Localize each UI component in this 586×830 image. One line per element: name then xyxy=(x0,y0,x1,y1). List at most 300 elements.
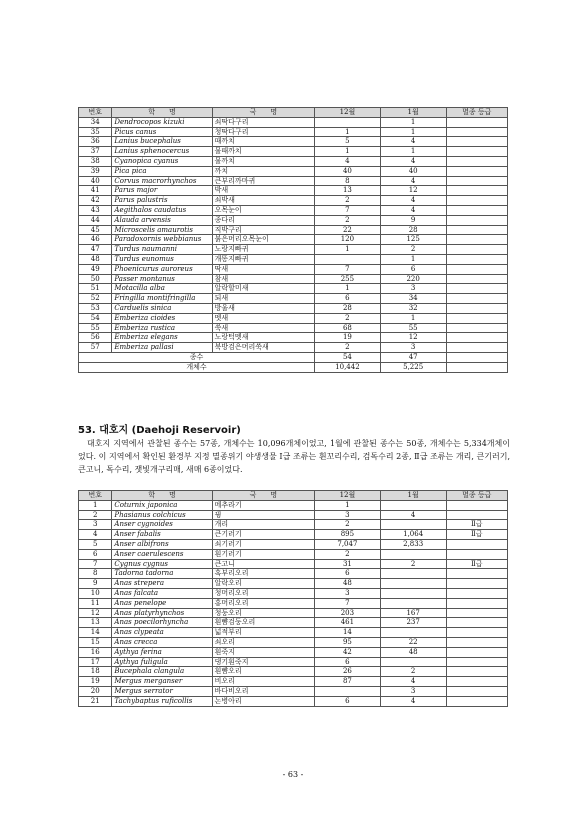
cell-january xyxy=(380,657,446,667)
cell-scientific-name: Emberiza rustica xyxy=(112,323,212,333)
cell-january: 12 xyxy=(380,186,446,196)
cell-scientific-name: Picus canus xyxy=(112,127,212,137)
cell-korean-name: 방울새 xyxy=(212,303,314,313)
cell-january xyxy=(380,520,446,530)
cell-grade xyxy=(446,686,507,696)
cell-number: 5 xyxy=(79,539,112,549)
page-number: - 63 - xyxy=(282,770,304,779)
cell-number: 49 xyxy=(79,264,112,274)
cell-number: 8 xyxy=(79,569,112,579)
cell-scientific-name: Phoenicurus auroreus xyxy=(112,264,212,274)
cell-korean-name: 흰뺨오리 xyxy=(212,667,314,677)
cell-scientific-name: Tachybaptus ruficollis xyxy=(112,696,212,706)
cell-number: 19 xyxy=(79,677,112,687)
cell-january xyxy=(380,628,446,638)
cell-korean-name: 홍머리오리 xyxy=(212,598,314,608)
cell-scientific-name: Anas platyrhynchos xyxy=(112,608,212,618)
cell-january: 125 xyxy=(380,235,446,245)
cell-grade xyxy=(446,205,507,215)
cell-grade xyxy=(446,628,507,638)
cell-january: 1 xyxy=(380,147,446,157)
cell-scientific-name: Microscelis amaurotis xyxy=(112,225,212,235)
cell-scientific-name: Emberiza elegans xyxy=(112,333,212,343)
cell-december: 7 xyxy=(315,205,381,215)
cell-january xyxy=(380,598,446,608)
cell-korean-name: 청머리오리 xyxy=(212,588,314,598)
col-header-january: 1월 xyxy=(380,491,446,501)
cell-december: 461 xyxy=(315,618,381,628)
cell-korean-name: 쇠박새 xyxy=(212,196,314,206)
col-header-december: 12월 xyxy=(315,108,381,118)
cell-january: 6 xyxy=(380,264,446,274)
table-row xyxy=(79,657,508,667)
cell-number: 51 xyxy=(79,284,112,294)
cell-december xyxy=(315,686,381,696)
cell-january: 237 xyxy=(380,618,446,628)
cell-korean-name: 때까치 xyxy=(212,137,314,147)
cell-january: 4 xyxy=(380,510,446,520)
cell-number: 35 xyxy=(79,127,112,137)
cell-grade xyxy=(446,608,507,618)
individual-count-label: 개체수 xyxy=(79,362,315,372)
cell-korean-name: 바다비오리 xyxy=(212,686,314,696)
species-count-jan: 47 xyxy=(380,352,446,362)
cell-grade xyxy=(446,539,507,549)
cell-january xyxy=(380,500,446,510)
cell-korean-name: 흰기러기 xyxy=(212,549,314,559)
cell-scientific-name: Alauda arvensis xyxy=(112,215,212,225)
cell-december: 120 xyxy=(315,235,381,245)
cell-scientific-name: Pica pica xyxy=(112,166,212,176)
cell-korean-name: 쑥새 xyxy=(212,323,314,333)
cell-december: 7 xyxy=(315,264,381,274)
cell-january: 1 xyxy=(380,117,446,127)
cell-grade xyxy=(446,254,507,264)
cell-korean-name: 종다리 xyxy=(212,215,314,225)
cell-scientific-name: Anser cygnoides xyxy=(112,520,212,530)
cell-grade xyxy=(446,569,507,579)
cell-january: 55 xyxy=(380,323,446,333)
cell-korean-name: 쇠딱다구리 xyxy=(212,117,314,127)
cell-number: 16 xyxy=(79,647,112,657)
col-header-endangered-grade: 멸종 등급 xyxy=(446,108,507,118)
cell-grade: Ⅱ급 xyxy=(446,520,507,530)
cell-scientific-name: Anas strepera xyxy=(112,579,212,589)
cell-korean-name: 흰뺨검둥오리 xyxy=(212,618,314,628)
table-row xyxy=(79,333,508,343)
cell-number: 21 xyxy=(79,696,112,706)
cell-korean-name: 알락오리 xyxy=(212,579,314,589)
cell-grade xyxy=(446,618,507,628)
cell-grade xyxy=(446,264,507,274)
cell-number: 11 xyxy=(79,598,112,608)
col-header-december: 12월 xyxy=(315,491,381,501)
cell-december: 2 xyxy=(315,520,381,530)
cell-december: 2 xyxy=(315,196,381,206)
table-row xyxy=(79,176,508,186)
table-row xyxy=(79,598,508,608)
cell-january: 4 xyxy=(380,176,446,186)
species-table-daehoji xyxy=(78,490,508,707)
table-row xyxy=(79,127,508,137)
cell-december: 19 xyxy=(315,333,381,343)
cell-grade xyxy=(446,245,507,255)
cell-korean-name: 메추라기 xyxy=(212,500,314,510)
cell-december: 203 xyxy=(315,608,381,618)
cell-december: 1 xyxy=(315,127,381,137)
table-row xyxy=(79,618,508,628)
cell-grade xyxy=(446,235,507,245)
cell-korean-name: 붉은머리오목눈이 xyxy=(212,235,314,245)
cell-number: 2 xyxy=(79,510,112,520)
cell-january xyxy=(380,549,446,559)
cell-grade xyxy=(446,637,507,647)
cell-december: 6 xyxy=(315,657,381,667)
table-row xyxy=(79,205,508,215)
cell-scientific-name: Anas crecca xyxy=(112,637,212,647)
cell-grade xyxy=(446,166,507,176)
cell-number: 54 xyxy=(79,313,112,323)
cell-number: 43 xyxy=(79,205,112,215)
cell-scientific-name: Parus palustris xyxy=(112,196,212,206)
cell-december: 31 xyxy=(315,559,381,569)
table-row xyxy=(79,235,508,245)
cell-grade xyxy=(446,196,507,206)
cell-scientific-name: Anas falcata xyxy=(112,588,212,598)
cell-january: 22 xyxy=(380,637,446,647)
cell-number: 3 xyxy=(79,520,112,530)
cell-korean-name: 물때까치 xyxy=(212,147,314,157)
table-row xyxy=(79,667,508,677)
table-header-row xyxy=(79,491,508,501)
cell-december: 40 xyxy=(315,166,381,176)
col-header-number: 번호 xyxy=(79,491,112,501)
cell-january: 12 xyxy=(380,333,446,343)
cell-korean-name: 개리 xyxy=(212,520,314,530)
table-row xyxy=(79,264,508,274)
cell-korean-name: 물까치 xyxy=(212,156,314,166)
cell-korean-name: 알락할미새 xyxy=(212,284,314,294)
cell-scientific-name: Anas penelope xyxy=(112,598,212,608)
cell-korean-name: 넓적부리 xyxy=(212,628,314,638)
cell-grade xyxy=(446,225,507,235)
cell-korean-name: 흰죽지 xyxy=(212,647,314,657)
cell-grade xyxy=(446,294,507,304)
cell-grade xyxy=(446,313,507,323)
cell-korean-name: 노랑지빠귀 xyxy=(212,245,314,255)
cell-january: 4 xyxy=(380,205,446,215)
cell-number: 4 xyxy=(79,530,112,540)
cell-number: 15 xyxy=(79,637,112,647)
cell-grade xyxy=(446,579,507,589)
cell-january: 2 xyxy=(380,667,446,677)
cell-december: 2 xyxy=(315,313,381,323)
table-row xyxy=(79,559,508,569)
cell-december: 895 xyxy=(315,530,381,540)
cell-december: 26 xyxy=(315,667,381,677)
cell-scientific-name: Motacilla alba xyxy=(112,284,212,294)
cell-number: 36 xyxy=(79,137,112,147)
cell-grade xyxy=(446,274,507,284)
cell-scientific-name: Parus major xyxy=(112,186,212,196)
cell-december: 2 xyxy=(315,215,381,225)
species-count-dec: 54 xyxy=(315,352,381,362)
cell-number: 7 xyxy=(79,559,112,569)
table-row xyxy=(79,588,508,598)
cell-january: 4 xyxy=(380,696,446,706)
cell-korean-name: 박새 xyxy=(212,186,314,196)
cell-scientific-name: Turdus eunomus xyxy=(112,254,212,264)
cell-january: 1 xyxy=(380,254,446,264)
cell-december: 95 xyxy=(315,637,381,647)
cell-december: 1 xyxy=(315,147,381,157)
cell-korean-name: 청둥오리 xyxy=(212,608,314,618)
cell-december: 1 xyxy=(315,284,381,294)
cell-korean-name: 쇠기러기 xyxy=(212,539,314,549)
cell-december: 2 xyxy=(315,343,381,353)
table-row xyxy=(79,245,508,255)
individual-count-jan: 5,225 xyxy=(380,362,446,372)
cell-december: 48 xyxy=(315,579,381,589)
cell-grade xyxy=(446,215,507,225)
cell-scientific-name: Passer montanus xyxy=(112,274,212,284)
cell-january: 2 xyxy=(380,245,446,255)
cell-scientific-name: Emberiza cioides xyxy=(112,313,212,323)
cell-december: 3 xyxy=(315,588,381,598)
cell-number: 45 xyxy=(79,225,112,235)
cell-december: 87 xyxy=(315,677,381,687)
cell-scientific-name: Emberiza pallasi xyxy=(112,343,212,353)
cell-january: 28 xyxy=(380,225,446,235)
table-row xyxy=(79,166,508,176)
cell-scientific-name: Mergus serrator xyxy=(112,686,212,696)
cell-grade xyxy=(446,657,507,667)
col-header-korean-name: 국 명 xyxy=(212,108,314,118)
cell-grade xyxy=(446,549,507,559)
col-header-scientific-name: 학 명 xyxy=(112,108,212,118)
cell-number: 1 xyxy=(79,500,112,510)
cell-december: 6 xyxy=(315,294,381,304)
cell-grade xyxy=(446,156,507,166)
cell-korean-name: 참새 xyxy=(212,274,314,284)
cell-scientific-name: Phasianus colchicus xyxy=(112,510,212,520)
cell-scientific-name: Anas poecilorhyncha xyxy=(112,618,212,628)
cell-january: 34 xyxy=(380,294,446,304)
table-row xyxy=(79,608,508,618)
cell-korean-name: 큰기러기 xyxy=(212,530,314,540)
cell-korean-name: 댕기흰죽지 xyxy=(212,657,314,667)
cell-scientific-name: Paradoxornis webbianus xyxy=(112,235,212,245)
cell-december: 6 xyxy=(315,569,381,579)
cell-december: 7,047 xyxy=(315,539,381,549)
cell-scientific-name: Aythya fuligula xyxy=(112,657,212,667)
cell-january: 3 xyxy=(380,686,446,696)
cell-grade xyxy=(446,667,507,677)
table-row xyxy=(79,569,508,579)
cell-number: 6 xyxy=(79,549,112,559)
cell-number: 10 xyxy=(79,588,112,598)
cell-number: 9 xyxy=(79,579,112,589)
cell-december: 5 xyxy=(315,137,381,147)
table-row xyxy=(79,156,508,166)
table-row xyxy=(79,549,508,559)
cell-grade xyxy=(446,323,507,333)
cell-korean-name: 큰부리까마귀 xyxy=(212,176,314,186)
cell-number: 39 xyxy=(79,166,112,176)
cell-grade xyxy=(446,696,507,706)
cell-january: 2 xyxy=(380,559,446,569)
table-row xyxy=(79,274,508,284)
cell-grade xyxy=(446,284,507,294)
cell-scientific-name: Bucephala clangula xyxy=(112,667,212,677)
cell-korean-name: 까치 xyxy=(212,166,314,176)
cell-korean-name: 멧새 xyxy=(212,313,314,323)
cell-number: 47 xyxy=(79,245,112,255)
table-row xyxy=(79,323,508,333)
cell-korean-name: 쇠오리 xyxy=(212,637,314,647)
cell-korean-name: 비오리 xyxy=(212,677,314,687)
cell-korean-name: 혹부리오리 xyxy=(212,569,314,579)
cell-number: 50 xyxy=(79,274,112,284)
cell-number: 12 xyxy=(79,608,112,618)
cell-number: 14 xyxy=(79,628,112,638)
cell-grade xyxy=(446,186,507,196)
cell-number: 34 xyxy=(79,117,112,127)
table-header-row xyxy=(79,108,508,118)
cell-grade xyxy=(446,333,507,343)
cell-grade xyxy=(446,117,507,127)
cell-january: 2,833 xyxy=(380,539,446,549)
cell-korean-name: 오목눈이 xyxy=(212,205,314,215)
cell-number: 44 xyxy=(79,215,112,225)
cell-grade: Ⅱ급 xyxy=(446,530,507,540)
cell-january: 3 xyxy=(380,284,446,294)
cell-december: 1 xyxy=(315,245,381,255)
cell-korean-name: 큰고니 xyxy=(212,559,314,569)
table-row xyxy=(79,500,508,510)
table-row xyxy=(79,520,508,530)
col-header-january: 1월 xyxy=(380,108,446,118)
cell-december: 28 xyxy=(315,303,381,313)
cell-december: 68 xyxy=(315,323,381,333)
cell-january: 32 xyxy=(380,303,446,313)
cell-december: 255 xyxy=(315,274,381,284)
cell-number: 57 xyxy=(79,343,112,353)
cell-korean-name: 되새 xyxy=(212,294,314,304)
cell-number: 38 xyxy=(79,156,112,166)
cell-grade: Ⅱ급 xyxy=(446,559,507,569)
cell-scientific-name: Cyanopica cyanus xyxy=(112,156,212,166)
table-row xyxy=(79,628,508,638)
cell-grade xyxy=(446,647,507,657)
cell-number: 40 xyxy=(79,176,112,186)
cell-january xyxy=(380,569,446,579)
cell-korean-name: 청딱다구리 xyxy=(212,127,314,137)
cell-number: 48 xyxy=(79,254,112,264)
cell-december: 22 xyxy=(315,225,381,235)
cell-december: 42 xyxy=(315,647,381,657)
cell-december: 13 xyxy=(315,186,381,196)
cell-january: 167 xyxy=(380,608,446,618)
cell-january: 1 xyxy=(380,127,446,137)
cell-january xyxy=(380,579,446,589)
cell-number: 13 xyxy=(79,618,112,628)
cell-scientific-name: Anser fabalis xyxy=(112,530,212,540)
cell-number: 20 xyxy=(79,686,112,696)
cell-scientific-name: Dendrocopos kizuki xyxy=(112,117,212,127)
species-table-continued xyxy=(78,107,508,373)
cell-number: 37 xyxy=(79,147,112,157)
col-header-endangered-grade: 멸종 등급 xyxy=(446,491,507,501)
cell-scientific-name: Mergus merganser xyxy=(112,677,212,687)
cell-grade xyxy=(446,343,507,353)
cell-december: 1 xyxy=(315,500,381,510)
cell-grade xyxy=(446,500,507,510)
cell-scientific-name: Turdus naumanni xyxy=(112,245,212,255)
cell-number: 42 xyxy=(79,196,112,206)
table-row xyxy=(79,117,508,127)
table-row xyxy=(79,677,508,687)
cell-scientific-name: Anser albifrons xyxy=(112,539,212,549)
cell-korean-name: 노랑턱멧새 xyxy=(212,333,314,343)
cell-grade xyxy=(446,598,507,608)
cell-january: 4 xyxy=(380,137,446,147)
col-header-number: 번호 xyxy=(79,108,112,118)
cell-january: 40 xyxy=(380,166,446,176)
cell-grade xyxy=(446,677,507,687)
individual-count-dec: 10,442 xyxy=(315,362,381,372)
cell-grade xyxy=(446,137,507,147)
cell-number: 46 xyxy=(79,235,112,245)
cell-january: 220 xyxy=(380,274,446,284)
cell-grade xyxy=(446,510,507,520)
cell-grade xyxy=(446,303,507,313)
cell-january: 4 xyxy=(380,196,446,206)
table-row xyxy=(79,254,508,264)
cell-number: 18 xyxy=(79,667,112,677)
cell-scientific-name: Lanius bucephalus xyxy=(112,137,212,147)
table-row xyxy=(79,343,508,353)
cell-december: 6 xyxy=(315,696,381,706)
cell-december xyxy=(315,254,381,264)
table-row xyxy=(79,137,508,147)
cell-scientific-name: Corvus macrorhynchos xyxy=(112,176,212,186)
cell-december: 3 xyxy=(315,510,381,520)
cell-december: 8 xyxy=(315,176,381,186)
cell-december: 2 xyxy=(315,549,381,559)
cell-december: 4 xyxy=(315,156,381,166)
cell-scientific-name: Cygnus cygnus xyxy=(112,559,212,569)
cell-grade xyxy=(446,147,507,157)
cell-korean-name: 딱새 xyxy=(212,264,314,274)
cell-scientific-name: Aegithalos caudatus xyxy=(112,205,212,215)
section-title: 53. 대호지 (Daehoji Reservoir) xyxy=(78,425,241,436)
cell-december: 14 xyxy=(315,628,381,638)
table-row xyxy=(79,225,508,235)
cell-scientific-name: Tadorna tadorna xyxy=(112,569,212,579)
cell-number: 56 xyxy=(79,333,112,343)
cell-january: 1,064 xyxy=(380,530,446,540)
cell-january xyxy=(380,588,446,598)
table-row xyxy=(79,284,508,294)
cell-january: 1 xyxy=(380,313,446,323)
cell-korean-name: 직박구리 xyxy=(212,225,314,235)
cell-scientific-name: Fringilla montifringilla xyxy=(112,294,212,304)
cell-december xyxy=(315,117,381,127)
table-row xyxy=(79,313,508,323)
cell-korean-name: 논병아리 xyxy=(212,696,314,706)
cell-scientific-name: Carduelis sinica xyxy=(112,303,212,313)
